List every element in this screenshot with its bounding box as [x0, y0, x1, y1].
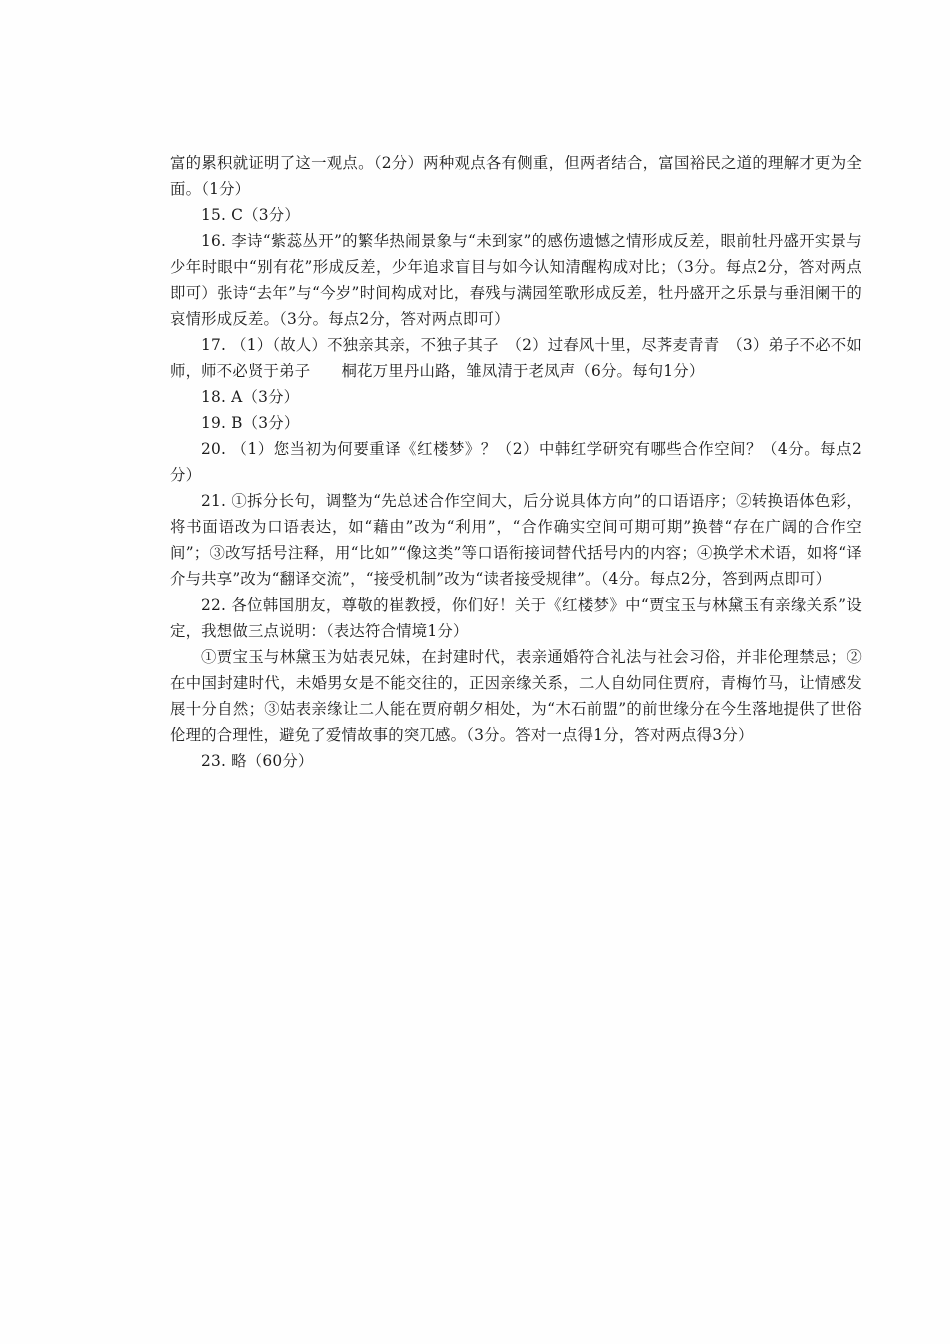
answer-16: 16. 李诗“紫蕊丛开”的繁华热闹景象与“未到家”的感伤遗憾之情形成反差，眼前牡丹盛开实景与少年时眼中“别有花”形成反差，少年追求盲目与如今认知清醒构成对比；（3分。每点2分，答对两点即可）张诗“去年”与“今岁”时间构成对比，春残与满园笙歌形成反差，牡丹盛开之乐景与垂泪阑干的哀情形成反差。（3分。每点2分，答对两点即可）	[170, 232, 862, 328]
answer-15: 15. C（3分）	[201, 206, 300, 224]
answer-23: 23. 略（60分）	[201, 752, 314, 770]
answer-14-continuation: 富的累积就证明了这一观点。（2分）两种观点各有侧重，但两者结合，富国裕民之道的理解才更为全面。（1分）	[170, 154, 862, 198]
answer-22-intro: 22. 各位韩国朋友，尊敬的崔教授，你们好！关于《红楼梦》中“贾宝玉与林黛玉有亲缘关系”设定，我想做三点说明：（表达符合情境1分）	[170, 596, 862, 640]
answer-20: 20. （1）您当初为何要重译《红楼梦》？（2）中韩红学研究有哪些合作空间？（4分。每点2分）	[170, 440, 862, 484]
answer-17: 17. （1）（故人）不独亲其亲，不独子其子 （2）过春风十里，尽荠麦青青 （3）弟子不必不如师，师不必贤于弟子 桐花万里丹山路，雏凤清于老凤声（6分。每句1分）	[170, 336, 862, 380]
answer-key-content	[170, 150, 862, 774]
answer-22-points: ①贾宝玉与林黛玉为姑表兄妹，在封建时代，表亲通婚符合礼法与社会习俗，并非伦理禁忌；②在中国封建时代，未婚男女是不能交往的，正因亲缘关系，二人自幼同住贾府，青梅竹马，让情感发展十分自然；③姑表亲缘让二人能在贾府朝夕相处，为“木石前盟”的前世缘分在今生落地提供了世俗伦理的合理性，避免了爱情故事的突兀感。（3分。答对一点得1分，答对两点得3分）	[170, 648, 862, 744]
answer-19: 19. B（3分）	[201, 414, 300, 432]
answer-18: 18. A（3分）	[201, 388, 300, 406]
answer-21: 21. ①拆分长句，调整为“先总述合作空间大，后分说具体方向”的口语语序；②转换语体色彩，将书面语改为口语表达，如“藉由”改为“利用”，“合作确实空间可期可期”换替“存在广阔的合作空间”；③改写括号注释，用“比如”“像这类”等口语衔接词替代括号内的内容；④换学术术语，如将“译介与共享”改为“翻译交流”，“接受机制”改为“读者接受规律”。（4分。每点2分，答到两点即可）	[170, 492, 862, 588]
